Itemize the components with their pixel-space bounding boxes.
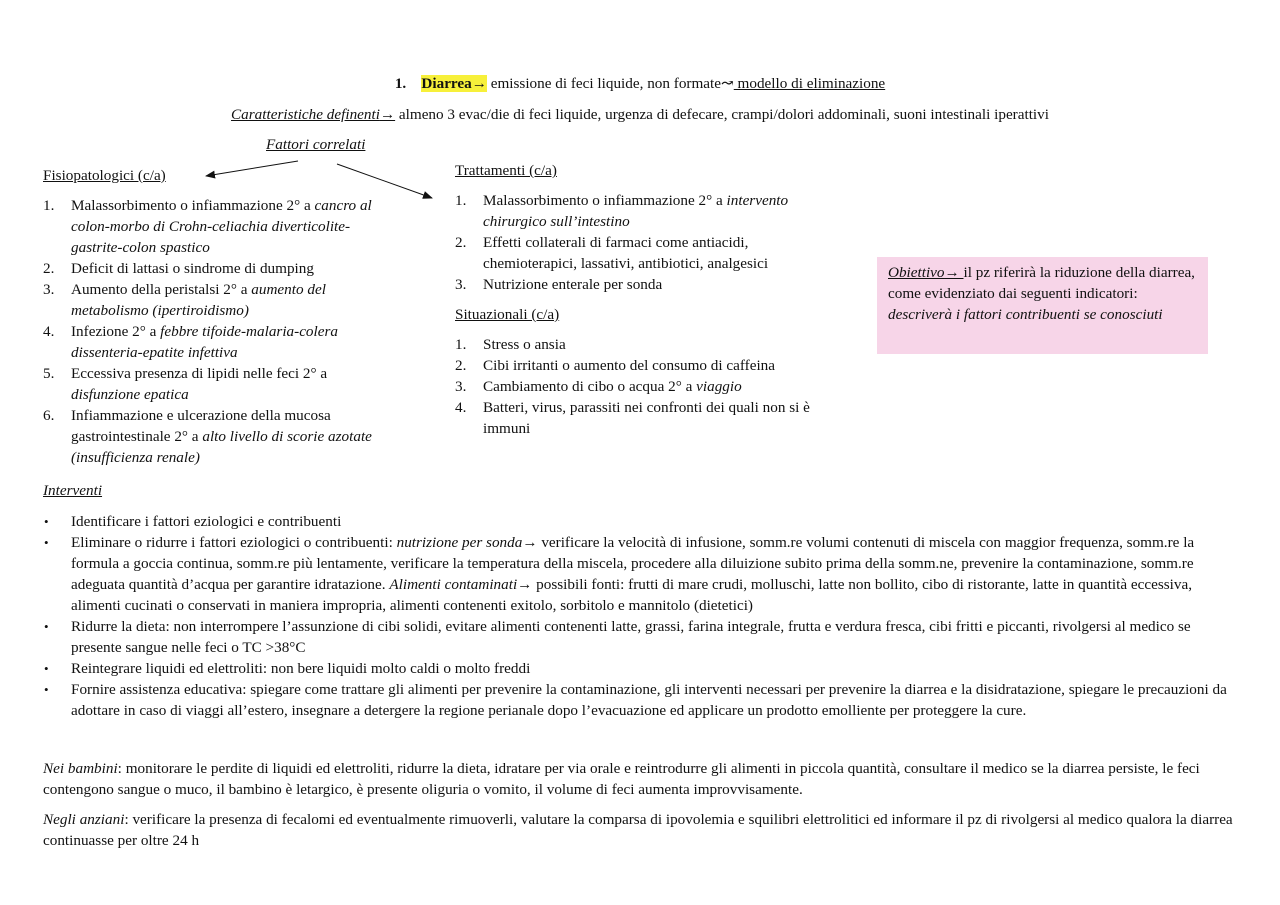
intervention-item [43,679,1238,721]
interventions-section [43,480,1238,721]
bullet-icon: • [44,682,49,697]
children-section [43,758,1238,800]
physiopathological-list [43,195,378,468]
elderly-label: Negli anziani [43,811,125,828]
related-factors-text: Fattori correlati [266,136,366,153]
elderly-section [43,809,1238,851]
elderly-text: : verificare la presenza di fecalomi ed eventualmente rimuoverli, valutare la comparsa di ipovolemia e squilibri elettrolitici ed informare il pz di rivolgersi al medico qualora la diarrea continuasse per oltre 24 h [43,811,1233,849]
intervention-text: Reintegrare liquidi ed elettroliti: non bere liquidi molto caldi o molto freddi [71,660,531,677]
item-number: 6. [43,407,55,424]
list-item [43,321,378,363]
item-cause: alto livello di scorie azotate (insufficienza renale) [71,428,372,466]
intervention-text: Identificare i fattori eziologici e contribuenti [71,513,342,530]
list-item [43,279,378,321]
bullet-icon: • [44,514,49,529]
intervention-text: Ridurre la dieta: non interrompere l’assunzione di cibi solidi, evitare alimenti contenenti latte, grassi, farina integrale, frutta e verdura fresca, cibi fritti e piccanti, rivolgersi al medico se presente sangue nelle feci o TC >38°C [71,618,1191,656]
goal-indicator: descriverà i fattori contribuenti se conosciuti [888,306,1163,323]
list-item [43,195,378,258]
item-number: 5. [43,365,55,382]
situational-list [455,334,840,439]
item-cause: aumento del metabolismo (ipertiroidismo) [71,281,326,319]
item-text: Malassorbimento o infiammazione 2° a [483,192,727,209]
item-number: 1. [455,192,467,209]
item-text: Infezione 2° a [71,323,161,340]
list-item [455,397,840,439]
treatments-section [455,160,840,439]
item-cause: viaggio [696,378,742,395]
bullet-icon: • [44,535,49,550]
list-item [455,334,840,355]
intervention-subtopic: Alimenti contaminati [389,576,518,593]
item-cause: febbre tifoide-malaria-colera dissenteria-epatite infettiva [71,323,338,361]
list-item [43,258,378,279]
situational-heading: Situazionali (c/a) [455,306,560,323]
treatments-heading: Trattamenti (c/a) [455,162,557,179]
characteristics-text: almeno 3 evac/die di feci liquide, urgenza di defecare, crampi/dolori addominali, suoni intestinali iperattivi [395,106,1049,123]
bullet-icon: • [44,619,49,634]
interventions-list [43,511,1238,721]
intervention-text: → possibili fonti: frutti di mare crudi, molluschi, latte non bollito, cibo di ristorante, latte in quantità eccessiva, alimenti cucinati o conservati in maniera impropria, alimenti contenenti exitolo, sorbitolo e mannitolo (dietetici) [71,576,1193,614]
list-item [455,190,840,232]
item-text: Stress o ansia [483,336,566,353]
physiopathological-section [43,165,378,468]
list-item [43,405,378,468]
item-text: Infiammazione e ulcerazione della mucosa gastrointestinale 2° a [71,407,331,445]
item-number: 1. [43,197,55,214]
intervention-text: Fornire assistenza educativa: spiegare come trattare gli alimenti per prevenire la contaminazione, gli interventi necessari per prevenire la diarrea e la disidratazione, spiegare le precauzioni da adottare in caso di viaggi all’estero, insegnare a detergere la regione perianale dopo l’evacuazione ed applicare un prodotto emolliente per proteggere la cure. [71,681,1227,719]
list-item [455,355,840,376]
item-text: Cambiamento di cibo o acqua 2° a [483,378,697,395]
item-number: 2. [455,234,467,251]
title-number: 1. [394,75,407,92]
goal-text: il pz riferirà la riduzione della diarrea, come evidenziato dai seguenti indicatori: [888,264,1195,302]
item-number: 2. [43,260,55,277]
bullet-icon: • [44,661,49,676]
item-text: Deficit di lattasi o sindrome di dumping [71,260,314,277]
item-cause: intervento chirurgico sull’intestino [483,192,789,230]
item-text: Batteri, virus, parassiti nei confronti dei quali non si è immuni [483,399,810,437]
children-label: Nei bambini [43,760,118,777]
item-number: 2. [455,357,467,374]
list-item [455,232,840,274]
children-text: : monitorare le perdite di liquidi ed elettroliti, ridurre la dieta, idratare per via orale e reintrodurre gli alimenti in piccola quantità, consultare il medico se la diarrea persiste, le feci contengono sangue o muco, il bambino è letargico, è presente oliguria o vomito, il volume di feci aumenta improvvisamente. [43,760,1200,798]
item-text: Aumento della peristalsi 2° a [71,281,252,298]
item-text: Cibi irritanti o aumento del consumo di caffeina [483,357,776,374]
interventions-heading: Interventi [43,482,103,499]
title-term: Diarrea [421,75,472,92]
item-number: 3. [455,378,467,395]
item-number: 4. [43,323,55,340]
item-cause: disfunzione epatica [71,386,189,403]
goal-box [877,257,1208,354]
intervention-item [43,511,1238,532]
list-item [43,363,378,405]
goal-arrow: → [944,264,964,281]
item-number: 3. [43,281,55,298]
item-text: Nutrizione enterale per sonda [483,276,663,293]
item-text: Eccessiva presenza di lipidi nelle feci 2° a [71,365,328,382]
item-text: Effetti collaterali di farmaci come antiacidi, chemioterapici, lassativi, antibiotici, analgesici [483,234,769,272]
intervention-subtopic: nutrizione per sonda [396,534,523,551]
intervention-item [43,532,1238,616]
list-item [455,274,840,295]
physiopathological-heading: Fisiopatologici (c/a) [43,167,166,184]
squiggle-arrow-icon: ↝ [721,75,734,92]
characteristics-arrow: → [379,106,396,123]
item-cause: cancro al colon-morbo di Crohn-celiachia diverticolite-gastrite-colon spastico [71,197,372,256]
title-arrow: → [471,75,487,92]
treatments-list [455,190,840,295]
characteristics-label: Caratteristiche definenti [231,106,380,123]
item-text: Malassorbimento o infiammazione 2° a [71,197,315,214]
title-definition: emissione di feci liquide, non formate [486,75,722,92]
title-pattern: modello di eliminazione [733,75,886,92]
item-number: 3. [455,276,467,293]
intervention-item [43,658,1238,679]
intervention-text: → verificare la velocità di infusione, somm.re volumi contenuti di miscela con maggior frequenza, somm.re la formula a goccia continua, somm.re più lentamente, verificare la temperatura della miscela, procedere alla diluizione subito prima della somm.ne, prevenire la contaminazione, somm.re adeguata quantità d’acqua per garantire idratazione. [71,534,1195,593]
item-number: 1. [455,336,467,353]
intervention-text: Eliminare o ridurre i fattori eziologici o contribuenti: [71,534,397,551]
intervention-item [43,616,1238,658]
item-number: 4. [455,399,467,416]
goal-label: Obiettivo [888,264,945,281]
list-item [455,376,840,397]
